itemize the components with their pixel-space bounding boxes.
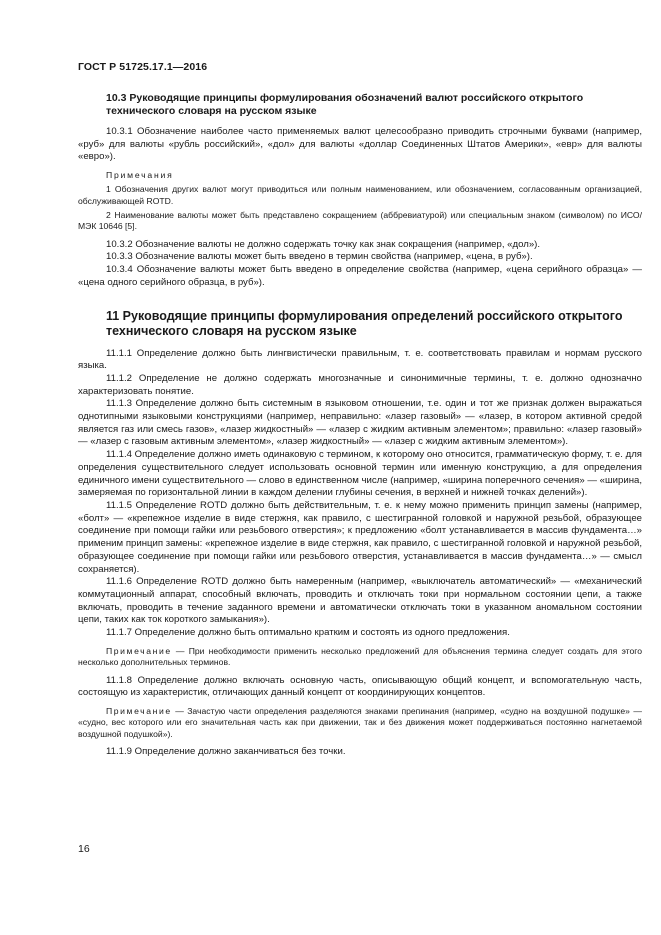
section-11-title: 11 Руководящие принципы формулирования определений российского открытого технического словаря на русском языке [106, 308, 623, 339]
section-10-3-title: 10.3 Руководящие принципы формулирования обозначений валют российского открытого технического словаря на русском языке [106, 92, 584, 117]
note-label: Примечание [106, 705, 172, 716]
note-text: — Зачастую части определения разделяются знаками препинания (например, «судно на воздушной подушке» — «судно, вес которого или его значительная часть как при движении, так и без движения может поддерживаться постоянно нагнетаемой воздушной подушкой»). [78, 705, 642, 739]
note-2: 2 Наименование валюты может быть представлено сокращением (аббревиатурой) или специальным знаком (символом) по ИСО/МЭК 10646 [5]. [78, 209, 642, 232]
paragraph-11-1-6: 11.1.6 Определение ROTD должно быть намеренным (например, «выключатель автоматический» — «механический коммутационный аппарат, способный включать, проводить и отключать токи при нормальном состоянии цепи, а также включать, проводить в течение заданного времени и автоматически отключать токи в указанном аномальном состоянии цепи, таких как ток короткого замыкания»). [78, 576, 642, 626]
paragraph-11-1-4: 11.1.4 Определение должно иметь одинаковую с термином, к которому оно относится, грамматическую форму, т. е. для определения существительного следует использовать основной термин или именную конструкцию, а для определения единичного имени существительного — слово в единственном числе (например, «ширина поперечного сечения» — «ширина, замеряемая по горизонтальной линии в каждом делении глубины сечения, в верхней и нижней точках делений»). [78, 449, 642, 499]
note-1: 1 Обозначения других валют могут приводиться или полным наименованием, или обозначением, согласованным организацией, обслуживающей ROTD. [78, 184, 642, 206]
note-label: Примечание [106, 645, 172, 656]
page-number: 16 [78, 843, 90, 855]
paragraph-10-3-2: 10.3.2 Обозначение валюты не должно содержать точку как знак сокращения (например, «дол»). [106, 238, 541, 250]
paragraph-11-1-5: 11.1.5 Определение ROTD должно быть действительным, т. е. к нему можно применить принцип замены (например, «болт» — «крепежное изделие в виде стержня, как правило, с шестигранной головкой и наружной резьбой, образующее соединение при помощи гайки или резьбового отверстия»; к предложению «болт устанавливается в массив фундамента…» применим принцип замены: «крепежное изделие в виде стержня, как правило, с шестигранной головкой и наружной резьбой, образующее соединение при помощи гайки или резьбового отверстия, устанавливается в массив фундамента…» — смысл сохраняется). [78, 499, 642, 575]
paragraph-10-3-1: 10.3.1 Обозначение наиболее часто применяемых валют целесообразно приводить строчными буквами (например, «руб» для валюты «рубль российский», «дол» для валюты «доллар Соединенных Штатов Америки», «евр» для валюты «евро»). [78, 126, 642, 163]
paragraph-10-3-3: 10.3.3 Обозначение валюты может быть введено в термин свойства (например, «цена, в руб»). [106, 251, 533, 263]
note-11-1-8 [78, 706, 642, 740]
note-11-1-7 [78, 646, 642, 669]
document-standard-id: ГОСТ Р 51725.17.1—2016 [78, 61, 208, 73]
page-content [78, 92, 642, 759]
paragraph-11-1-9: 11.1.9 Определение должно заканчиваться без точки. [106, 746, 346, 758]
paragraph-11-1-3: 11.1.3 Определение должно быть системным в языковом отношении, т.е. один и тот же признак должен выражаться однотипными языковыми конструкциями (например, неправильно: «лазер газовый» — «лазер, в котором активной средой является газ или смесь газов», «лазер жидкостный» — «лазер с жидким активным элементом»; правильно: «лазер газовый» — «лазер с газовым активным элементом», «лазер жидкостный» — «лазер с жидким активным элементом»). [78, 398, 642, 448]
notes-heading: Примечания [106, 170, 174, 181]
note-text: — При необходимости применить несколько предложений для объяснения термина следует создать для этого несколько дополнительных терминов. [78, 645, 642, 668]
paragraph-11-1-8: 11.1.8 Определение должно включать основную часть, описывающую общий концепт, и вспомогательную часть, состоящую из характеристик, отличающих данный концепт от координирующих концептов. [78, 674, 642, 699]
paragraph-11-1-2: 11.1.2 Определение не должно содержать многозначные и синонимичные термины, т. е. должно однозначно характеризовать понятие. [78, 372, 642, 397]
paragraph-10-3-4: 10.3.4 Обозначение валюты может быть введено в определение свойства (например, «цена серийного образца» — «цена одного серийного образца, в руб»). [78, 264, 642, 288]
paragraph-11-1-7: 11.1.7 Определение должно быть оптимально кратким и состоять из одного предложения. [106, 627, 510, 639]
notes-block-10-3 [78, 170, 642, 233]
paragraph-11-1-1: 11.1.1 Определение должно быть лингвистически правильным, т. е. соответствовать правилам и нормам русского языка. [78, 347, 642, 372]
